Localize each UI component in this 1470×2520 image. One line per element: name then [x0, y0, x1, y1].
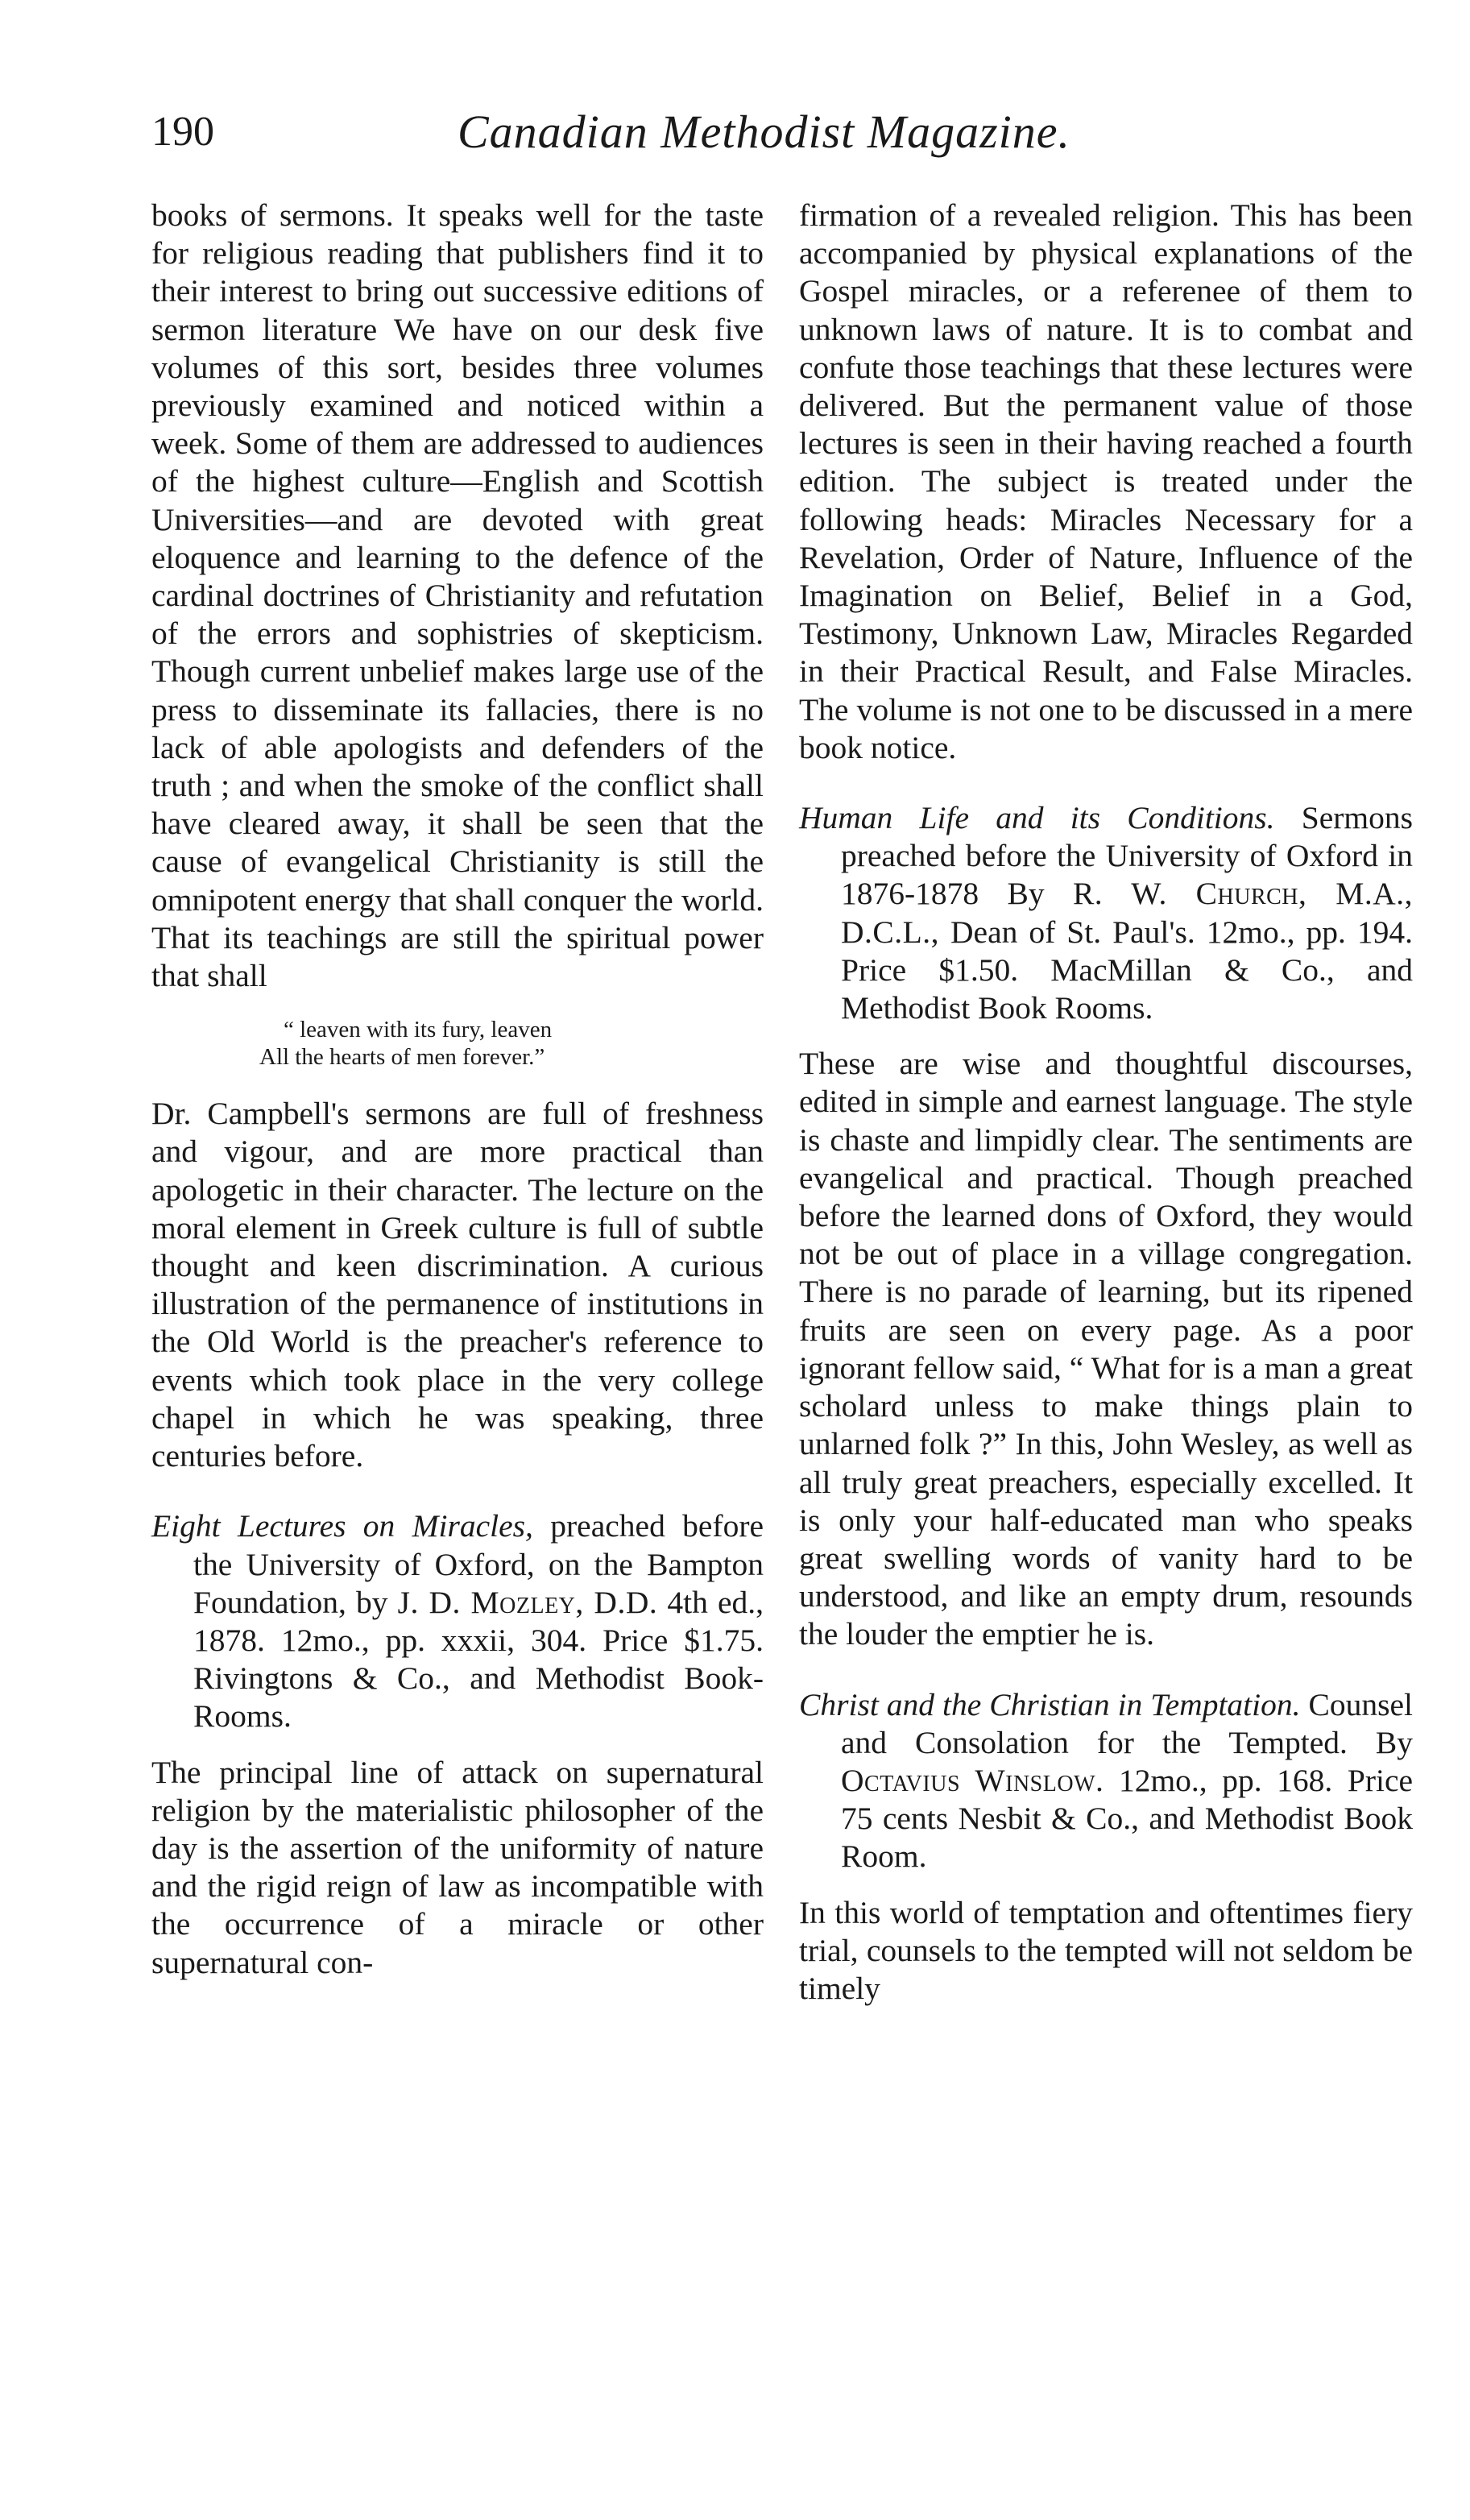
poetry-quote — [151, 1016, 764, 1071]
review-winslow — [799, 1686, 1413, 2008]
book-details: preached before the University of Oxford, on the Bampton Foundation, by — [193, 1508, 764, 1620]
page-header — [151, 100, 1408, 164]
review-text: These are wise and thoughtful discourses, edited in simple and earnest language. The style is chaste and limpidly clear. The sentiments are evangelical and practical. Though preached before the learned dons of Oxford, they would not be out of place in a village congregation. There is no parade of learning, but its ripened fruits are seen on every page. As a poor ignorant fellow said, “ What for is a man a great scholard unless to make things plain to unlarned folk ?” In this, John Wesley, as well as all truly great preachers, especially excelled. It is only your half-educated man who speaks great swelling words of vanity hard to be understood, and like an empty drum, resounds the louder the emptier he is. — [799, 1046, 1413, 1652]
quote-line: “ leaven with its fury, leaven — [284, 1017, 553, 1043]
campbell-review: Dr. Campbell's sermons are full of freshness and vigour, and are more practical than apologetic in their character. The lecture on the moral element in Greek culture is full of subtle thought and keen discrimination. A curious illustration of the permanence of institutions in the Old World is the preacher's reference to events which took place in the very college chapel in which he was speaking, three centuries before. — [151, 1096, 764, 1474]
review-text: In this world of temptation and oftentimes fiery trial, counsels to the tempted will not seldom be timely — [799, 1894, 1413, 2006]
right-column — [799, 197, 1413, 2008]
left-column — [151, 197, 764, 1982]
quote-line: All the hearts of men forever.” — [259, 1044, 545, 1071]
review-mozley — [151, 1507, 764, 1981]
book-details: Counsel and Consolation for the Tempted. By — [841, 1686, 1414, 1760]
review-text: The principal line of attack on supernatural religion by the materialistic philosopher of the day is the assertion of the uniformity of nature and the rigid reign of law as incompatible with the occurrence of a miracle or other supernatural con- — [151, 1754, 764, 1980]
book-details: 12mo., pp. 168. Price 75 cents Nesbit & Co., and Methodist Book Room. — [841, 1762, 1414, 1875]
mozley-review-continued: firmation of a revealed religion. This has been accompanied by physical explanations of the Gospel miracles, or a referenee of them to unknown laws of nature. It is to combat and confute those teachings that these lectures were delivered. But the permanent value of those lectures is seen in their having reached a fourth edition. The subject is treated under the following heads: Miracles Necessary for a Revelation, Order of Nature, Influence of the Imagination on Belief, Belief in a God, Testimony, Unknown Law, Miracles Regarded in their Practical Result, and False Miracles. The volume is not one to be discussed in a mere book notice. — [799, 197, 1413, 765]
book-author: J. D. Mozley, D.D. — [397, 1584, 658, 1620]
page-number: 190 — [151, 109, 214, 155]
book-author: Octavius Winslow. — [841, 1762, 1104, 1798]
review-heading — [151, 1507, 764, 1735]
review-church — [799, 799, 1413, 1653]
review-heading — [799, 799, 1413, 1027]
book-details: 4th ed., 1878. 12mo., pp. xxxii, 304. Price $1.75. Rivingtons & Co., and Methodist Book-Rooms. — [193, 1584, 764, 1735]
book-details: Dean of St. Paul's. 12mo., pp. 194. Price $1.50. MacMillan & Co., and Methodist Book Rooms. — [841, 914, 1414, 1026]
book-title: Human Life and its Conditions. — [799, 800, 1275, 836]
running-title: Canadian Methodist Magazine. — [458, 106, 1071, 158]
book-title: Christ and the Christian in Temptation. — [799, 1686, 1301, 1722]
book-author: R. W. Church, M.A., D.C.L., — [841, 876, 1414, 950]
book-details: Sermons preached before the University of Oxford in 1876-1878 By — [841, 800, 1413, 912]
review-heading — [799, 1686, 1413, 1876]
intro-paragraph: books of sermons. It speaks well for the taste for religious reading that publishers find it to their interest to bring out successive editions of sermon literature We have on our desk five volumes of this sort, besides three volumes previously examined and noticed within a week. Some of them are addressed to audiences of the highest culture—English and Scottish Universities—and are devoted with great eloquence and learning to the defence of the cardinal doctrines of Christianity and refutation of the errors and sophistries of skepticism. Though current unbelief makes large use of the press to disseminate its fallacies, there is no lack of able apologists and defenders of the truth ; and when the smoke of the conflict shall have cleared away, it shall be seen that the cause of evangelical Christianity is still the omnipotent energy that shall conquer the world. That its teachings are still the spiritual power that shall — [151, 197, 764, 994]
book-title: Eight Lectures on Miracles, — [151, 1508, 533, 1544]
